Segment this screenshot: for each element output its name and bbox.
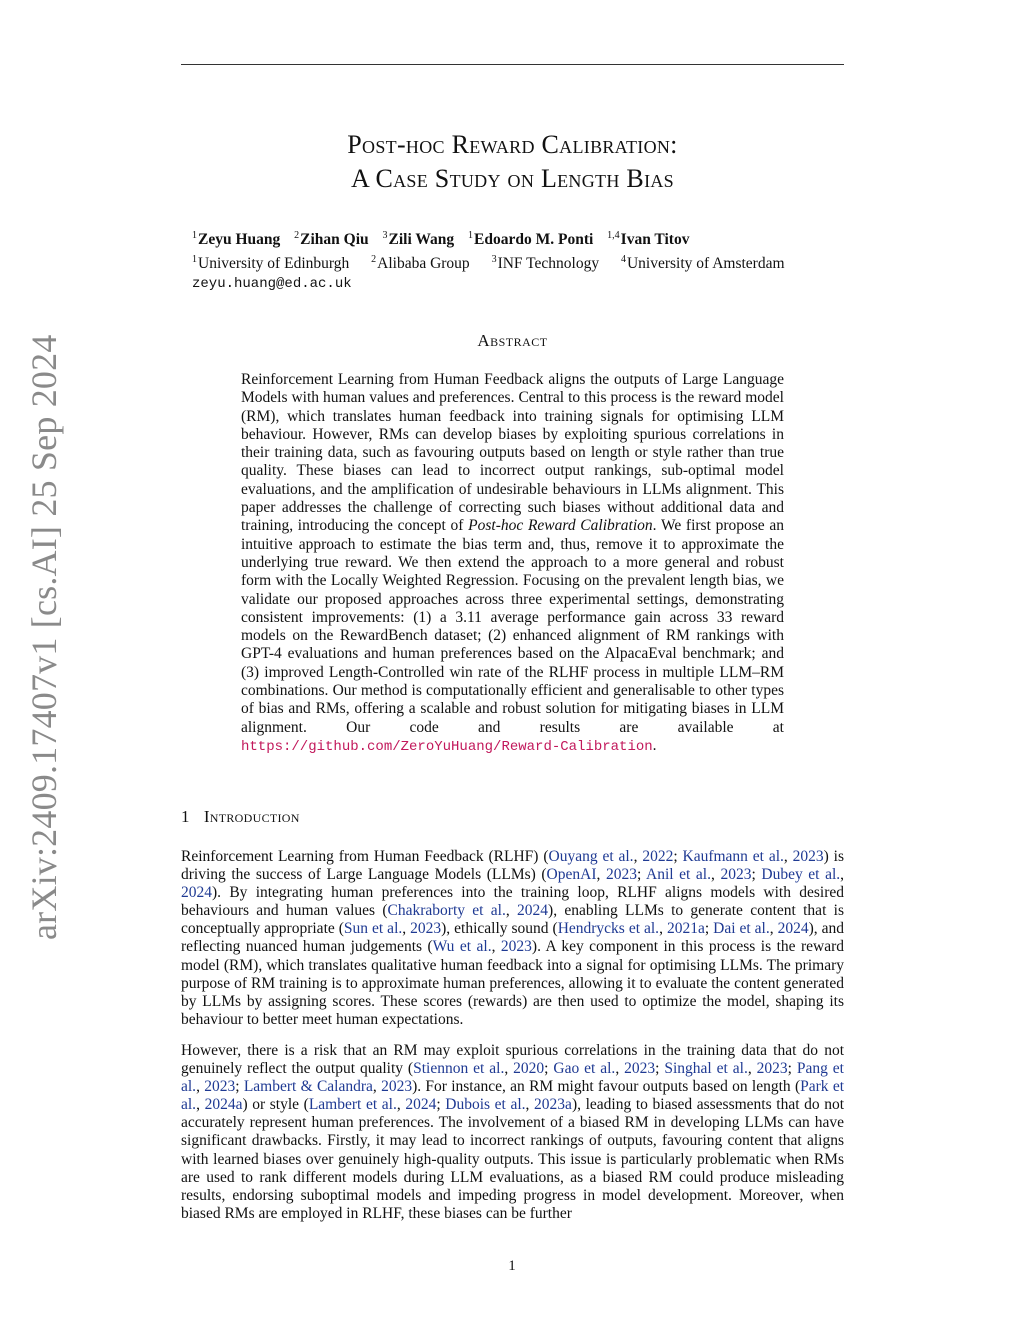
paragraph-text: ), and reflecting nuanced human judgements ( xyxy=(181,920,845,956)
citation-link[interactable]: Dubey et al. xyxy=(761,866,841,884)
citation-link[interactable]: Anil et al. xyxy=(646,866,711,884)
paragraph-text: , xyxy=(596,866,606,884)
paragraph-text: ; xyxy=(704,920,714,938)
citation-link[interactable]: Gao et al. xyxy=(553,1060,616,1078)
paragraph-text: ), leading to biased assessments that do not accurately represent human preferences. The involvement of a biased RM in developing LLMs can have significant drawbacks. Firstly, it may lead to incorrect rankings of outputs, favouring content that aligns with learned biases over genuinely high-quality outputs. This issue is particularly problematic when RMs are used to rank different models during LLM evaluations, as a biased RM could produce misleading results, endorsing suboptimal models and impeding progress in model development. Moreover, when biased RMs are employed in RLHF, these biases can be further xyxy=(181,1096,845,1222)
citation-link[interactable]: Sun et al. xyxy=(343,920,403,938)
author: $^1$Zeyu Huang xyxy=(192,230,281,249)
top-rule xyxy=(181,64,844,65)
paragraph-text: , xyxy=(196,1078,205,1096)
paragraph-text: , xyxy=(396,1096,406,1114)
affiliation: $^2$Alibaba Group xyxy=(371,254,470,273)
arxiv-identifier: arXiv:2409.17407v1 [cs.AI] 25 Sep 2024 xyxy=(24,334,64,940)
citation-link[interactable]: 2020 xyxy=(513,1060,545,1078)
paragraph-text: ; xyxy=(436,1096,446,1114)
abstract-emphasis: Post-hoc Reward Calibration xyxy=(468,517,653,535)
paragraph-text: , xyxy=(196,1096,205,1114)
affiliation: $^3$INF Technology xyxy=(491,254,600,273)
paragraph-text: , xyxy=(769,920,778,938)
paragraph-text: ), ethically sound ( xyxy=(441,920,558,938)
paragraph-text: , xyxy=(747,1060,757,1078)
citation-link[interactable]: 2023 xyxy=(720,866,752,884)
section-title: Introduction xyxy=(203,807,300,826)
title-line-1: Post-hoc Reward Calibration: xyxy=(347,130,678,159)
paragraph-text: ; xyxy=(655,1060,665,1078)
citation-link[interactable]: 2023 xyxy=(756,1060,788,1078)
abstract-heading: Abstract xyxy=(477,331,548,350)
citation-link[interactable]: Wu et al. xyxy=(432,938,492,956)
citation-link[interactable]: Lambert & Calandra xyxy=(243,1078,373,1096)
paragraph-text: ). A key component in this process is the reward model (RM), which translates qualitative human feedback into a signal for optimising LLMs. The primary purpose of RM training is to approximate human preferences, allowing it to evaluate the content generated by LLMs by assigning scores. These scores (rewards) are then used to optimize the model, shaping its behaviour to better meet human expectations. xyxy=(181,938,844,1028)
citation-link[interactable]: Hendrycks et al. xyxy=(557,920,660,938)
citation-link[interactable]: 2021a xyxy=(666,920,705,938)
citation-link[interactable]: Singhal et al. xyxy=(664,1060,748,1078)
paragraph-text: , xyxy=(505,902,518,920)
paragraph-text: , xyxy=(615,1060,625,1078)
citation-link[interactable]: 2024 xyxy=(181,884,212,902)
paragraph-text: , xyxy=(525,1096,535,1114)
author: $^3$Zili Wang xyxy=(382,230,455,249)
paper-title xyxy=(181,128,844,196)
paragraph-text: , xyxy=(840,866,845,884)
paragraph-text: ; xyxy=(636,866,646,884)
citation-link[interactable]: 2024 xyxy=(777,920,809,938)
code-repository-link[interactable]: https://github.com/ZeroYuHuang/Reward-Calibration xyxy=(241,738,653,755)
paragraph-text: Reinforcement Learning from Human Feedback (RLHF) ( xyxy=(181,848,549,865)
intro-paragraph-2 xyxy=(181,1042,844,1223)
paragraph-text: ), enabling LLMs to generate content that is conceptually appropriate ( xyxy=(181,902,845,938)
citation-link[interactable]: 2023 xyxy=(410,920,442,938)
abstract-body: Reinforcement Learning from Human Feedback aligns the outputs of Large Language Models with human values and preferences. Central to this process is the reward model (RM), which translates human feedback into training signals for optimising LLM behaviour. However, RMs can develop biases by exploiting spurious correlations in their training data, such as favouring outputs based on length or style rather than true quality. These biases can lead to incorrect output rankings, sub-optimal model evaluations, and the amplification of undesirable behaviours in LLMs alignment. This paper addresses the challenge of correcting such biases without additional data and training, introducing the concept of Post-hoc Reward Calibration. We first propose an intuitive approach to estimate the bias term and, thus, remove it to approximate the underlying true reward. We then extend the approach to a more general and robust form with the Locally Weighted Regression. Focusing on the prevalent length bias, we validate our proposed approaches across three experimental settings, demonstrating consistent improvements: (1) a 3.11 average performance gain across 33 reward models on the RewardBench dataset; (2) enhanced alignment of RM rankings with GPT-4 evaluations and human preferences based on the AlpacaEval benchmark; and (3) improved Length-Controlled win rate of the RLHF process in multiple LLM–RM combinations. Our method is computationally efficient and generalisable to other types of bias and RMs, offering a scalable and robust solution for mitigating biases in LLM alignment. Our code and results are available at https://github.com/ZeroYuHuang/Reward-Calibration. xyxy=(241,371,784,755)
paragraph-text: , xyxy=(491,938,501,956)
paragraph-text: ; xyxy=(787,1060,797,1078)
citation-link[interactable]: Dai et al. xyxy=(713,920,770,938)
author: $^1$Edoardo M. Ponti xyxy=(468,230,594,249)
citation-link[interactable]: 2023 xyxy=(204,1078,236,1096)
citation-link[interactable]: 2022 xyxy=(642,848,674,865)
paragraph-text: ) or style ( xyxy=(242,1096,309,1114)
citation-link[interactable]: Dubois et al. xyxy=(445,1096,526,1114)
citation-link[interactable]: 2024 xyxy=(517,902,549,920)
citation-link[interactable]: Chakraborty et al. xyxy=(387,902,506,920)
citation-link[interactable]: Pang et al. xyxy=(181,1060,844,1096)
affiliation: $^4$University of Amsterdam xyxy=(620,254,785,273)
affiliations xyxy=(192,250,842,274)
paragraph-text: However, there is a risk that an RM may exploit spurious correlations in the training data that do not genuinely reflect the output quality ( xyxy=(181,1042,844,1078)
citation-link[interactable]: Kaufmann et al. xyxy=(682,848,784,865)
citation-link[interactable]: 2023 xyxy=(624,1060,656,1078)
paragraph-text: , xyxy=(402,920,411,938)
paragraph-text: ; xyxy=(673,848,683,865)
section-number: 1 xyxy=(181,807,190,826)
section-heading-introduction xyxy=(181,807,300,827)
paragraph-text: , xyxy=(659,920,667,938)
intro-paragraph-1 xyxy=(181,848,844,1029)
author: $^{1,4}$Ivan Titov xyxy=(607,230,690,249)
paragraph-text: , xyxy=(504,1060,514,1078)
paragraph-text: , xyxy=(633,848,643,865)
citation-link[interactable]: 2023 xyxy=(605,866,637,884)
paragraph-text: ) is driving the success of Large Language Models (LLMs) ( xyxy=(181,848,845,884)
paragraph-text: , xyxy=(783,848,793,865)
paragraph-text: ). By integrating human preferences into the training loop, RLHF aligns models with desired behaviours and human values ( xyxy=(181,884,844,920)
page-number: 1 xyxy=(508,1258,516,1274)
paragraph-text: , xyxy=(372,1078,382,1096)
citation-link[interactable]: OpenAI xyxy=(546,866,597,884)
citation-link[interactable]: 2023 xyxy=(500,938,532,956)
citation-link[interactable]: Ouyang et al. xyxy=(548,848,634,865)
citation-link[interactable]: Park et al. xyxy=(181,1078,845,1114)
paragraph-text: ; xyxy=(544,1060,554,1078)
paragraph-text: ; xyxy=(751,866,762,884)
title-line-2: A Case Study on Length Bias xyxy=(351,164,674,193)
paragraph-text: ; xyxy=(235,1078,244,1096)
citation-link[interactable]: 2024 xyxy=(405,1096,437,1114)
citation-link[interactable]: 2023 xyxy=(792,848,824,865)
author-names xyxy=(192,226,842,250)
author: $^2$Zihan Qiu xyxy=(294,230,369,249)
citation-link[interactable]: 2023 xyxy=(381,1078,413,1096)
affiliation: $^1$University of Edinburgh xyxy=(192,254,350,273)
paragraph-text: ). For instance, an RM might favour outputs based on length ( xyxy=(412,1078,801,1096)
contact-email[interactable]: zeyu.huang@ed.ac.uk xyxy=(192,276,352,293)
author-block xyxy=(192,226,842,294)
citation-link[interactable]: 2023a xyxy=(534,1096,572,1114)
citation-link[interactable]: 2024a xyxy=(204,1096,243,1114)
citation-link[interactable]: Stiennon et al. xyxy=(413,1060,505,1078)
paragraph-text: , xyxy=(711,866,721,884)
citation-link[interactable]: Lambert et al. xyxy=(308,1096,397,1114)
